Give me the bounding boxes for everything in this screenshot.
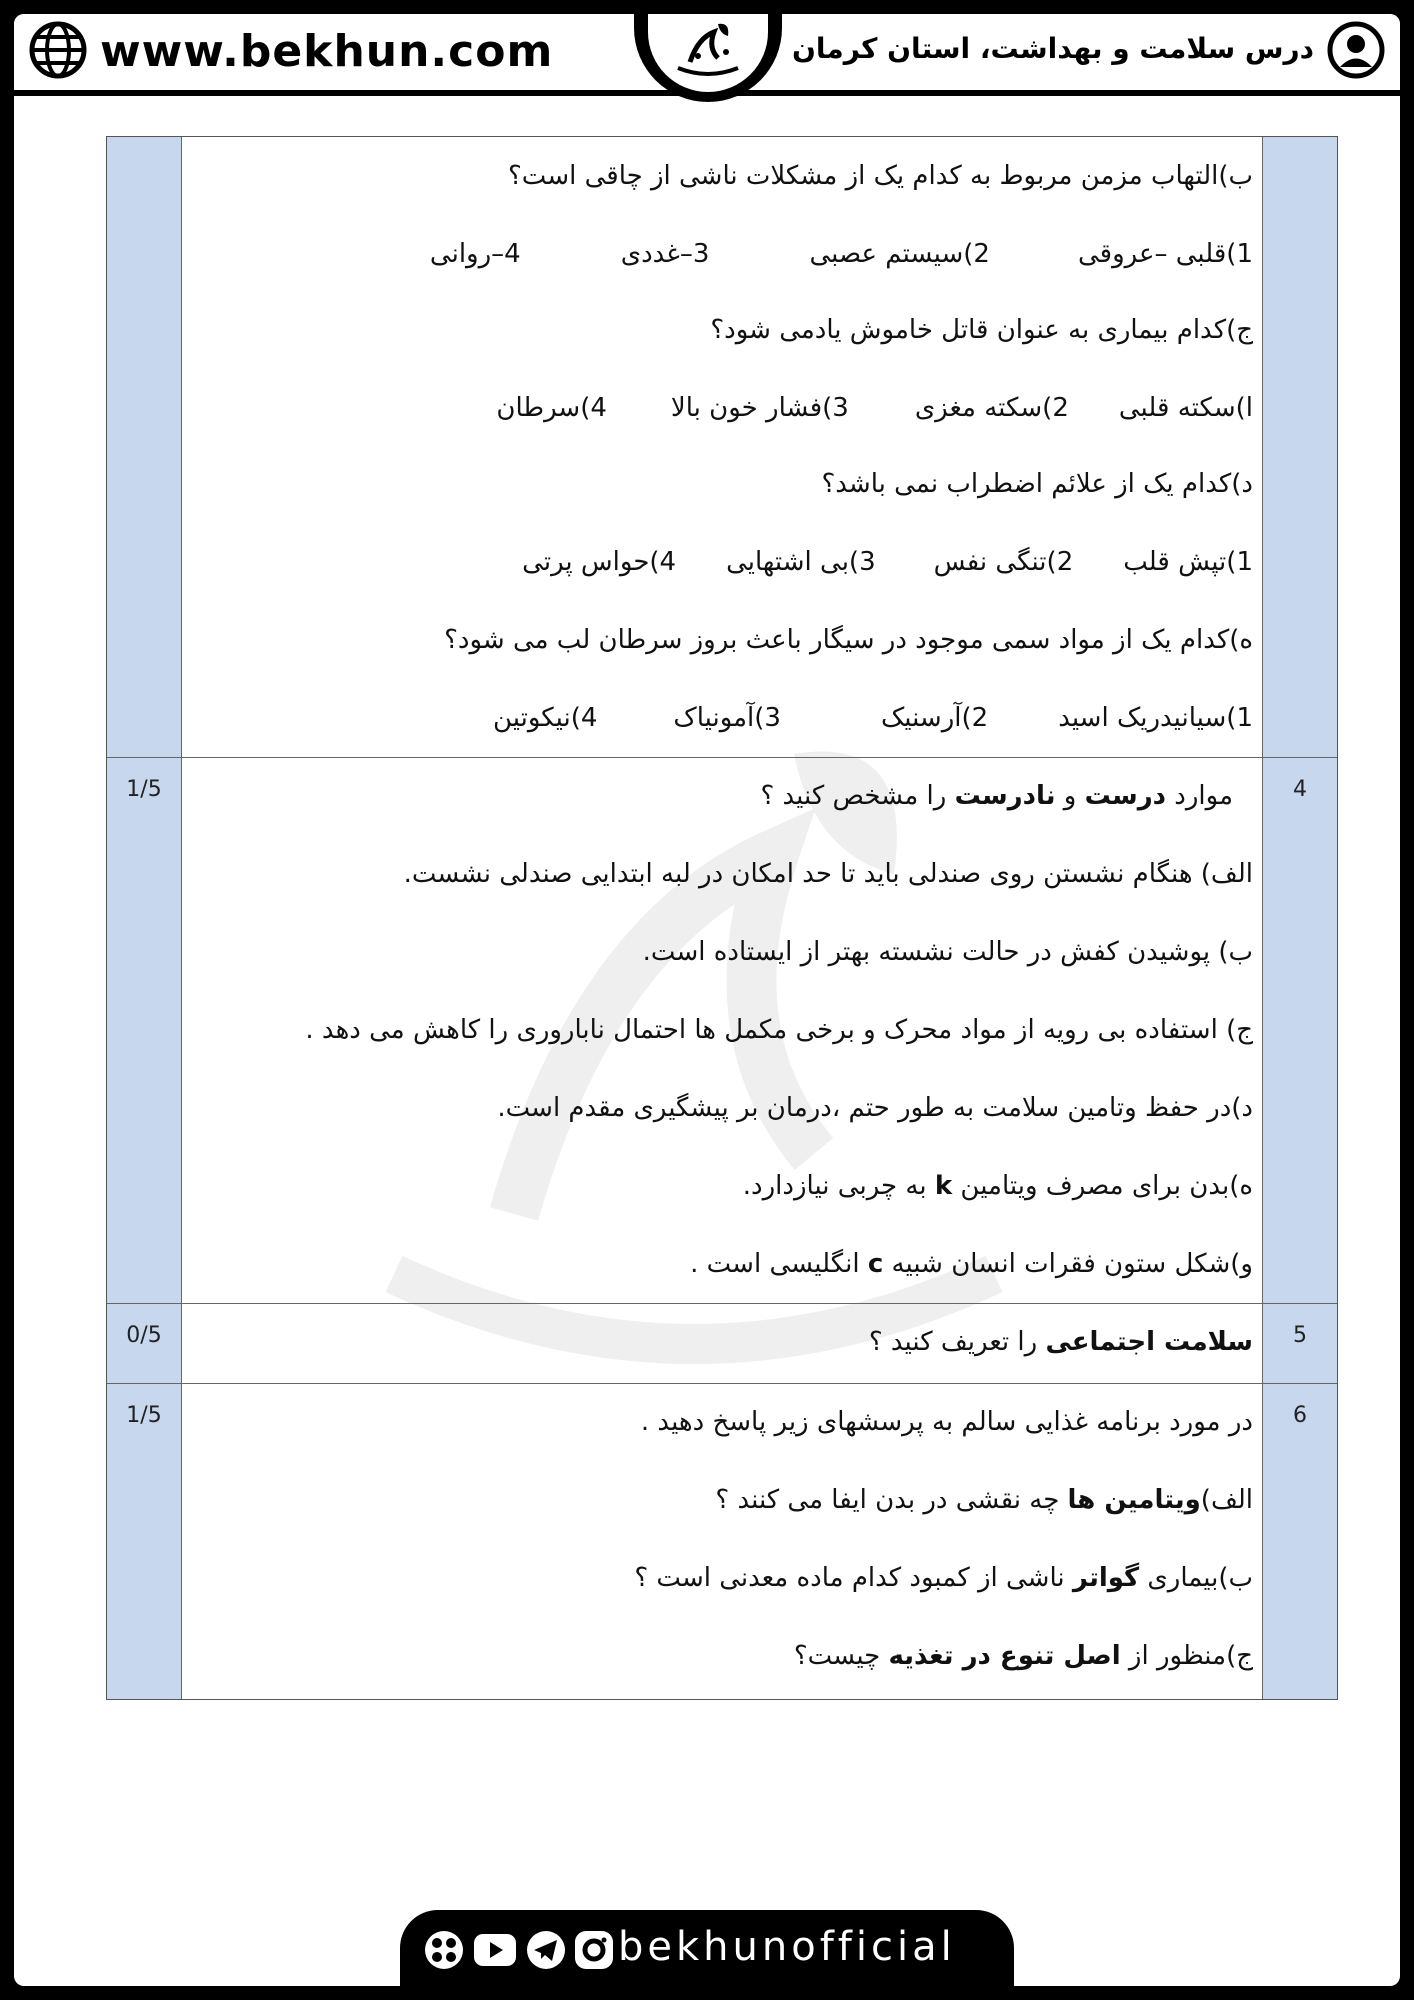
option: 4)حواس پرتی xyxy=(522,547,677,577)
question-number: 5 xyxy=(1293,1323,1307,1348)
question-score: 1/5 xyxy=(126,1403,162,1428)
option: 3–غددی xyxy=(620,239,710,269)
q4-item-d: د)در حفظ وتامین سلامت به طور حتم ،درمان بر پیشگیری مقدم است. xyxy=(497,1093,1253,1123)
option: 3)آمونیاک xyxy=(673,703,781,733)
page-header xyxy=(14,14,1400,96)
option: 3)فشار خون بالا xyxy=(670,393,849,423)
site-url[interactable]: www.bekhun.com xyxy=(100,26,554,77)
question-d: د)کدام یک از علائم اضطراب نمی باشد؟ xyxy=(821,469,1253,499)
option: 1)سیانیدریک اسید xyxy=(1058,703,1253,733)
score-column xyxy=(107,137,182,1699)
app-icon[interactable] xyxy=(422,1928,466,1972)
question-e: ه)کدام یک از مواد سمی موجود در سیگار باعث بروز سرطان لب می شود؟ xyxy=(444,625,1253,655)
q6-item-b: ب)بیماری گواتر ناشی از کمبود کدام ماده معدنی است ؟ xyxy=(634,1563,1253,1593)
social-footer xyxy=(400,1910,1014,1986)
q6-item-a: الف)ویتامین ها چه نقشی در بدن ایفا می کنند ؟ xyxy=(715,1485,1253,1515)
question-number: 4 xyxy=(1293,777,1307,802)
page-title: درس سلامت و بهداشت، استان کرمان xyxy=(791,32,1314,65)
question-score: 0/5 xyxy=(126,1323,162,1348)
option: 2)سکته مغزی xyxy=(914,393,1069,423)
logo-badge xyxy=(634,14,782,102)
option: 1)قلبی –عروقی xyxy=(1077,239,1253,269)
question-number: 6 xyxy=(1293,1403,1307,1428)
option: 4)نیکوتین xyxy=(492,703,598,733)
option: 1)تپش قلب xyxy=(1123,547,1253,577)
option: 3)بی اشتهایی xyxy=(726,547,876,577)
q4-item-b: ب) پوشیدن کفش در حالت نشسته بهتر از ایستاده است. xyxy=(642,937,1253,967)
option: 2)سیستم عصبی xyxy=(809,239,990,269)
user-icon xyxy=(1326,20,1386,80)
question-c-options xyxy=(496,393,1253,423)
instagram-icon[interactable] xyxy=(572,1928,616,1972)
option: 4–روانی xyxy=(429,239,521,269)
question-score: 1/5 xyxy=(126,777,162,802)
option: ا)سکته قلبی xyxy=(1118,393,1253,423)
q4-item-a: الف) هنگام نشستن روی صندلی باید تا حد امکان در لبه ابتدایی صندلی نشست. xyxy=(403,859,1253,889)
social-handle[interactable]: bekhunofficial xyxy=(618,1924,956,1970)
option: 2)تنگی نفس xyxy=(933,547,1074,577)
youtube-icon[interactable] xyxy=(472,1928,518,1972)
globe-icon xyxy=(28,20,88,80)
question-c: ج)کدام بیماری به عنوان قاتل خاموش یادمی شود؟ xyxy=(710,315,1253,345)
q4-instruction: موارد درست و نادرست را مشخص کنید ؟ xyxy=(760,781,1233,811)
exam-page xyxy=(14,14,1400,1986)
logo-icon xyxy=(668,18,748,82)
q5-text: سلامت اجتماعی را تعریف کنید ؟ xyxy=(868,1327,1253,1357)
question-number-column xyxy=(1262,137,1337,1699)
option: 4)سرطان xyxy=(496,393,607,423)
option: 2)آرسنیک xyxy=(880,703,989,733)
q4-item-f: و)شکل ستون فقرات انسان شبیه c انگلیسی است . xyxy=(690,1249,1253,1279)
question-e-options xyxy=(493,703,1253,733)
question-d-options xyxy=(522,547,1253,577)
q4-item-c: ج) استفاده بی رویه از مواد محرک و برخی مکمل ها احتمال ناباروری را کاهش می دهد . xyxy=(305,1015,1253,1045)
exam-table xyxy=(106,136,1338,1700)
q6-item-c: ج)منظور از اصل تنوع در تغذیه چیست؟ xyxy=(793,1641,1253,1671)
question-b-options xyxy=(430,239,1253,269)
telegram-icon[interactable] xyxy=(524,1928,568,1972)
question-b: ب)التهاب مزمن مربوط به کدام یک از مشکلات ناشی از چاقی است؟ xyxy=(508,161,1253,191)
q6-intro: در مورد برنامه غذایی سالم به پرسشهای زیر پاسخ دهید . xyxy=(640,1407,1253,1437)
q4-item-e: ه)بدن برای مصرف ویتامین k به چربی نیازدارد. xyxy=(742,1171,1253,1201)
